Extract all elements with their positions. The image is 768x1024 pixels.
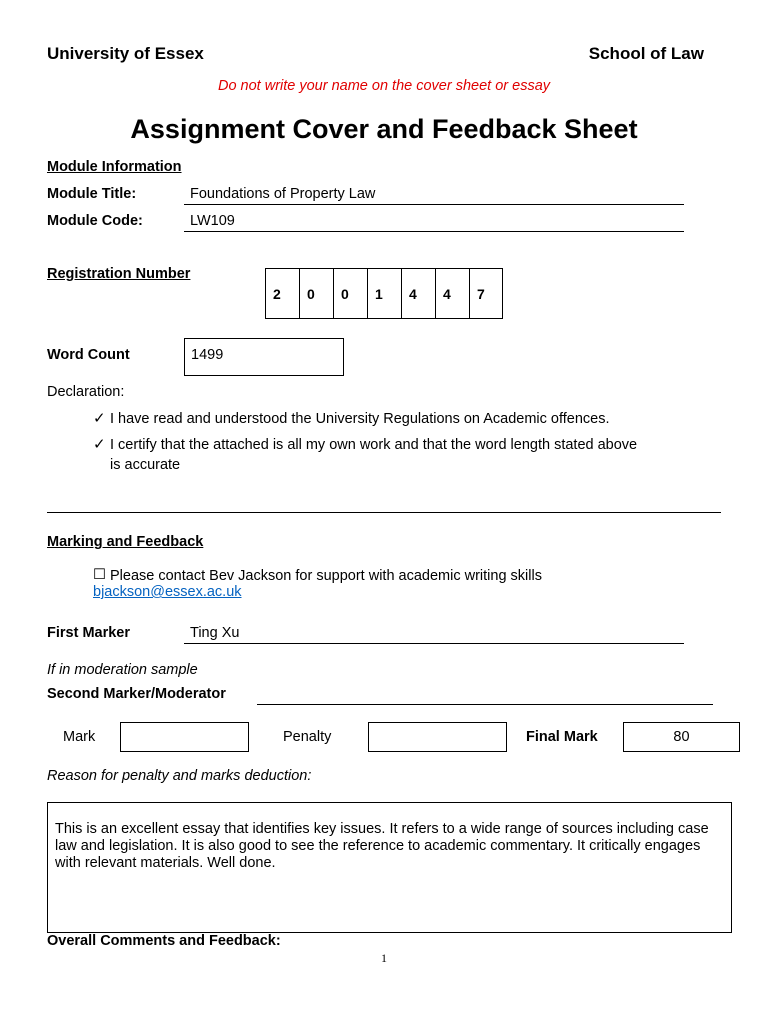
penalty-label: Penalty <box>283 729 332 745</box>
mark-label: Mark <box>63 729 96 745</box>
page-title: Assignment Cover and Feedback Sheet <box>130 114 638 144</box>
module-section-heading: Module Information <box>47 159 182 175</box>
registration-digit: 4 <box>436 269 470 319</box>
registration-digit: 1 <box>368 269 402 319</box>
declaration-item: I certify that the attached is all my own work and that the word length stated above <box>110 437 638 453</box>
moderation-note: If in moderation sample <box>47 662 198 678</box>
registration-digit: 4 <box>402 269 436 319</box>
word-count-box: 1499 <box>184 338 344 376</box>
registration-digit: 0 <box>300 269 334 319</box>
first-marker-value: Ting Xu <box>190 625 240 641</box>
first-marker-underline <box>184 643 684 644</box>
first-marker-label: First Marker <box>47 625 131 641</box>
module-code-label: Module Code: <box>47 213 143 229</box>
registration-digit: 7 <box>477 286 485 302</box>
registration-digit: 0 <box>334 269 368 319</box>
registration-number-grid <box>265 268 503 319</box>
declaration-item: I have read and understood the University Regulations on Academic offences. <box>110 411 610 427</box>
support-text: Please contact Bev Jackson for support with academic writing skills <box>110 568 542 584</box>
declaration-label: Declaration: <box>47 384 125 400</box>
final-mark-label: Final Mark <box>526 729 598 745</box>
section-divider <box>47 512 721 513</box>
word-count-label: Word Count <box>47 347 130 363</box>
marking-section-heading: Marking and Feedback <box>47 534 204 550</box>
second-marker-label: Second Marker/Moderator <box>47 686 226 702</box>
check-icon: ✓ <box>93 436 106 453</box>
module-title-underline <box>184 204 684 205</box>
second-marker-underline <box>257 704 713 705</box>
declaration-item-continued: is accurate <box>110 457 181 473</box>
registration-label: Registration Number <box>47 266 191 282</box>
module-code-underline <box>184 231 684 232</box>
page-number: 1 <box>381 951 387 965</box>
school-name: School of Law <box>588 44 704 63</box>
check-icon: ✓ <box>93 410 106 427</box>
mark-box <box>120 722 249 752</box>
reason-label: Reason for penalty and marks deduction: <box>47 768 312 784</box>
overall-comments-label: Overall Comments and Feedback: <box>47 933 281 949</box>
penalty-box <box>368 722 507 752</box>
module-title-label: Module Title: <box>47 186 137 202</box>
module-title-value: Foundations of Property Law <box>190 186 376 202</box>
university-name: University of Essex <box>47 44 204 63</box>
registration-digit: 2 <box>266 269 300 319</box>
feedback-comments-box: This is an excellent essay that identifies key issues. It refers to a wide range of sources including case law and legislation. It is also good to see the reference to academic commentary. It critically engages with relevant materials. Well done. <box>47 802 732 933</box>
support-email-link[interactable]: bjackson@essex.ac.uk <box>93 584 242 600</box>
final-mark-box: 80 <box>623 722 740 752</box>
warning-text: Do not write your name on the cover sheet or essay <box>217 78 551 94</box>
support-checkbox[interactable]: ☐ <box>93 567 106 583</box>
module-code-value: LW109 <box>190 213 235 229</box>
